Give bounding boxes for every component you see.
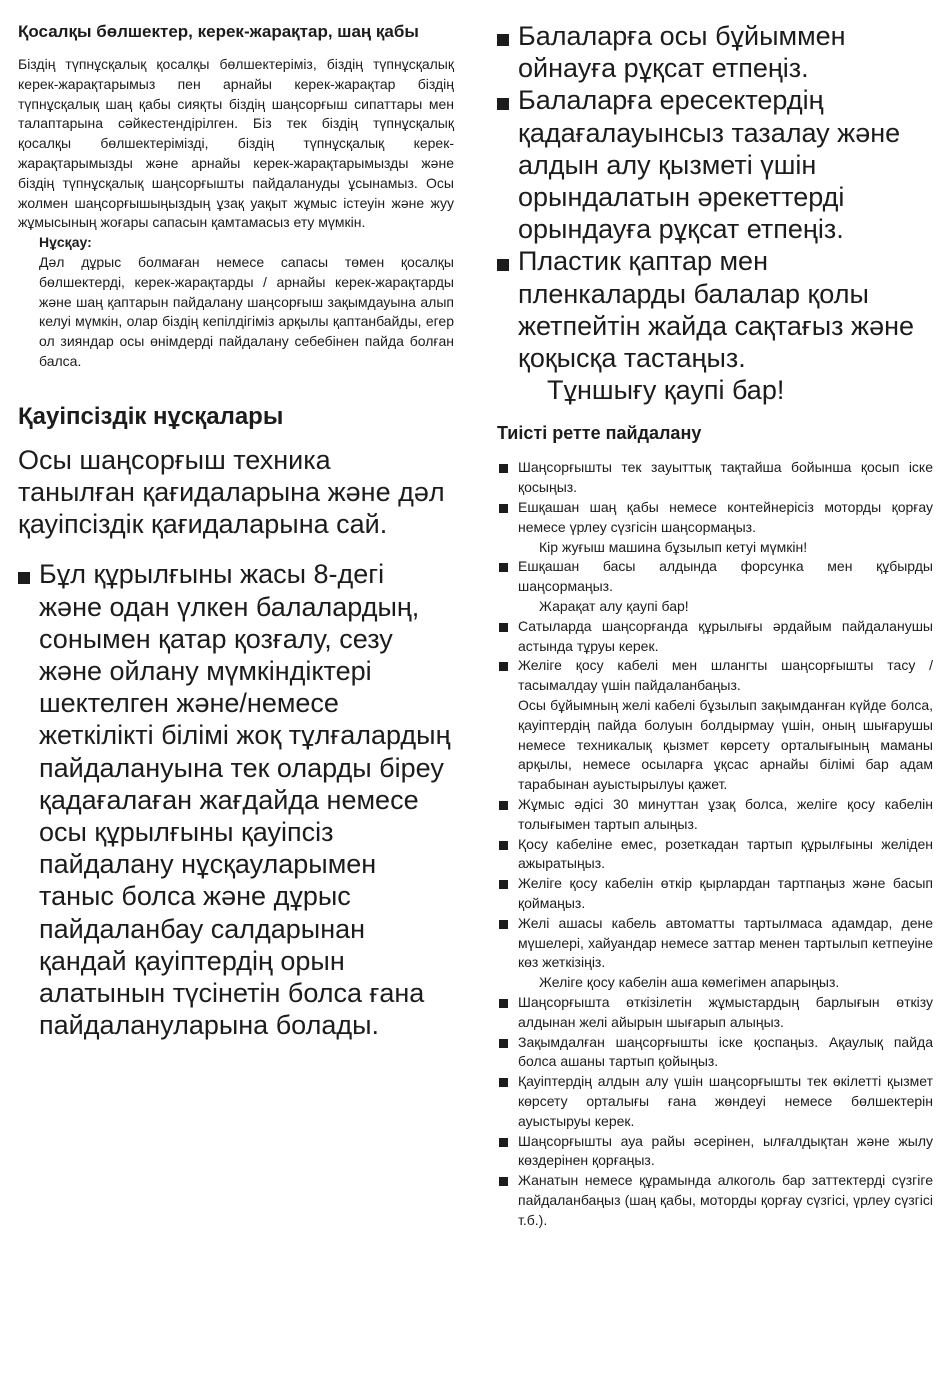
usage-list-item xyxy=(497,458,933,498)
left-column xyxy=(18,22,454,1041)
usage-list-item xyxy=(497,835,933,875)
usage-item-note: Осы бұйымның желі кабелі бұзылып зақымданған күйде болса, қауіптердің пайда болуын болдырмау үшін, оның шығарушы немесе техникалық қызмет көрсету орталығының маманы арқылы, немесе осыларға ұқсас арнайы білімі бар адам тарабынан ауыстырылуы қажет. xyxy=(518,697,933,793)
square-bullet-icon xyxy=(499,563,508,572)
usage-item-text: Ешқашан шаң қабы немесе контейнерісіз моторды қорғау немесе үрлеу сүзгісін шаңсормаңыз. xyxy=(518,499,933,535)
usage-list-item xyxy=(497,617,933,657)
square-bullet-icon xyxy=(499,841,508,850)
square-bullet-icon xyxy=(499,1138,508,1147)
usage-item-note: Жарақат алу қаупі бар! xyxy=(539,598,689,615)
parts-body: Біздің түпнұсқалық қосалқы бөлшектеріміз, біздің түпнұсқалық керек-жарақтарымыз пен арнайы керек-жарақтар біздің түпнұсқалық шаң қабы сияқты біздің шаңсорғыш сипаттары мен талаптарына сәйкестендірілген. Біз тек біздің түпнұсқалық қосалқы бөлшектерімізді, біздің түпнұсқалық керек-жарақтарымызды және арнайы керек-жарақтарымызды және біздің түпнұсқалық шаңсорғышты пайдалануды ұсынамыз. Осы жолмен шаңсорғышыңыздың ұзақ уақыт жұмыс істеуін және жуу жұмысының жоғары сапасын қамтамасыз ету мүмкін. xyxy=(18,56,454,231)
square-bullet-icon xyxy=(499,880,508,889)
usage-list-item xyxy=(497,993,933,1033)
square-bullet-icon xyxy=(499,920,508,929)
big-bullet-item xyxy=(497,20,933,84)
square-bullet-icon xyxy=(499,662,508,671)
square-bullet-icon xyxy=(499,623,508,632)
usage-item-note: Кір жуғыш машина бұзылып кетуі мүмкін! xyxy=(539,538,808,555)
note-block xyxy=(18,233,454,372)
usage-item-text: Сатыларда шаңсорғанда құрылығы әрдайым пайдаланушы астында тұруы керек. xyxy=(518,617,933,654)
usage-list-item xyxy=(497,1072,933,1131)
big-bullet-text: Балаларға ересектердің қадағалауынсыз тазалау және алдын алу қызметі үшін орындалатын әрекеттерді орындауға рұқсат етпеңіз. xyxy=(518,85,901,245)
square-bullet-icon xyxy=(497,34,509,46)
square-bullet-icon xyxy=(497,259,509,271)
square-bullet-icon xyxy=(499,1078,508,1087)
left-big-bullet-list xyxy=(18,558,454,1041)
usage-item-text: Шаңсорғышта өткізілетін жұмыстардың барлығын өткізу алдынан желі айырын шығарып алыңыз. xyxy=(518,993,933,1030)
usage-list-item xyxy=(497,914,933,993)
usage-item-text: Зақымдалған шаңсорғышты іске қоспаңыз. Ақаулық пайда болса ашаны тартып қойыңыз. xyxy=(518,1033,933,1070)
big-bullet-item xyxy=(497,245,933,406)
big-bullet-item xyxy=(18,558,454,1041)
square-bullet-icon xyxy=(18,572,30,584)
suffocation-warning: Тұншығу қаупі бар! xyxy=(547,375,785,406)
square-bullet-icon xyxy=(499,1039,508,1048)
safety-intro: Осы шаңсорғыш техника танылған қағидаларына және дәл қауіпсіздік қағидаларына сай. xyxy=(18,444,445,540)
usage-item-text: Ешқашан басы алдында форсунка мен құбырды шаңсормаңыз. xyxy=(518,558,933,595)
usage-heading: Тиісті ретте пайдалану xyxy=(497,423,702,444)
big-bullet-text: Балаларға осы бұйыммен ойнауға рұқсат етпеңіз. xyxy=(518,21,846,84)
usage-item-text: Желіге қосу кабелі мен шлангты шаңсорғышты тасу / тасымалдау үшін пайдаланбаңыз. xyxy=(518,657,933,694)
usage-list-item xyxy=(497,1132,933,1172)
right-column xyxy=(497,20,933,1231)
usage-list-item xyxy=(497,1033,933,1073)
square-bullet-icon xyxy=(499,504,508,513)
note-label: Нұсқау: xyxy=(39,234,92,251)
square-bullet-icon xyxy=(497,98,509,110)
square-bullet-icon xyxy=(499,801,508,810)
usage-item-text: Желіге қосу кабелін өткір қырлардан тартпаңыз және басып қоймаңыз. xyxy=(518,875,933,911)
note-body: Дәл дұрыс болмаған немесе сапасы төмен қосалқы бөлшектерді, керек-жарақтарды / арнайы керек-жарақтарды және шаң қаптарын пайдалану шаңсорғыш зақымдауына алып келуі мүмкін, олар біздің кепілдігіміз арқылы қаптанбайды, егер ол зияндар осы өнімдерді пайдалану себебінен пайда болған балса. xyxy=(39,253,454,369)
usage-list-item xyxy=(497,557,933,616)
right-big-bullet-list xyxy=(497,20,933,406)
usage-item-text: Желі ашасы кабель автоматты тартылмаса адамдар, дене мүшелері, хайуандар немесе заттар менен тартылып кетпеуіне көз жеткізіңіз. xyxy=(518,914,933,971)
usage-item-text: Шаңсорғышты ауа райы әсерінен, ылғалдықтан және жылу көздерінен қорғаңыз. xyxy=(518,1132,933,1169)
usage-item-text: Жанатын немесе құрамында алкоголь бар заттектерді сүзгіге пайдаланбаңыз (шаң қабы, моторды қорғау сүзгісі, үрлеу сүзгісі т.б.). xyxy=(518,1172,933,1228)
square-bullet-icon xyxy=(499,464,508,473)
square-bullet-icon xyxy=(499,999,508,1008)
usage-list-item xyxy=(497,498,933,557)
usage-item-text: Жұмыс әдісі 30 минуттан ұзақ болса, желіге қосу кабелін толығымен тартып алыңыз. xyxy=(518,795,933,832)
big-bullet-text: Бұл құрылғыны жасы 8-дегі және одан үлкен балалардың, сонымен қатар қозғалу, сезу және ойлану мүмкіндіктері шектелген және/немесе жеткілікті білімі жоқ тұлғалардың пайдалануына тек оларды біреу қадағалаған жағдайда немесе осы құрылғыны қауіпсіз пайдалану нұсқауларымен таныс болса және дұрыс пайдаланбау салдарынан қандай қауіптердің орын алатынын түсінетін болса ғана пайдалануларына болады. xyxy=(39,559,451,1041)
usage-item-text: Қауіптердің алдын алу үшін шаңсорғышты тек өкілетті қызмет көрсету орталығы ғана жөндеуі немесе бөлшектерін ауыстыруы керек. xyxy=(518,1073,933,1129)
usage-item-text: Шаңсорғышты тек зауыттық тақтайша бойынша қосып іске қосыңыз. xyxy=(518,459,933,496)
usage-list-item xyxy=(497,1171,933,1230)
usage-list-item xyxy=(497,795,933,835)
square-bullet-icon xyxy=(499,1177,508,1186)
usage-list-item xyxy=(497,874,933,914)
big-bullet-item xyxy=(497,84,933,245)
usage-item-note: Желіге қосу кабелін аша көмегімен апарыңыз. xyxy=(539,974,840,991)
safety-heading: Қауіпсіздік нұсқалары xyxy=(18,402,284,430)
usage-item-text: Қосу кабеліне емес, розеткадан тартып құрылғыны желіден ажыратыңыз. xyxy=(518,835,933,872)
big-bullet-text: Пластик қаптар мен пленкаларды балалар қолы жетпейтін жайда сақтағыз және қоқысқа тастаңыз. xyxy=(518,246,915,374)
usage-list xyxy=(497,458,933,1230)
usage-list-item xyxy=(497,656,933,795)
parts-heading: Қосалқы бөлшектер, керек-жарақтар, шаң қабы xyxy=(18,22,419,41)
